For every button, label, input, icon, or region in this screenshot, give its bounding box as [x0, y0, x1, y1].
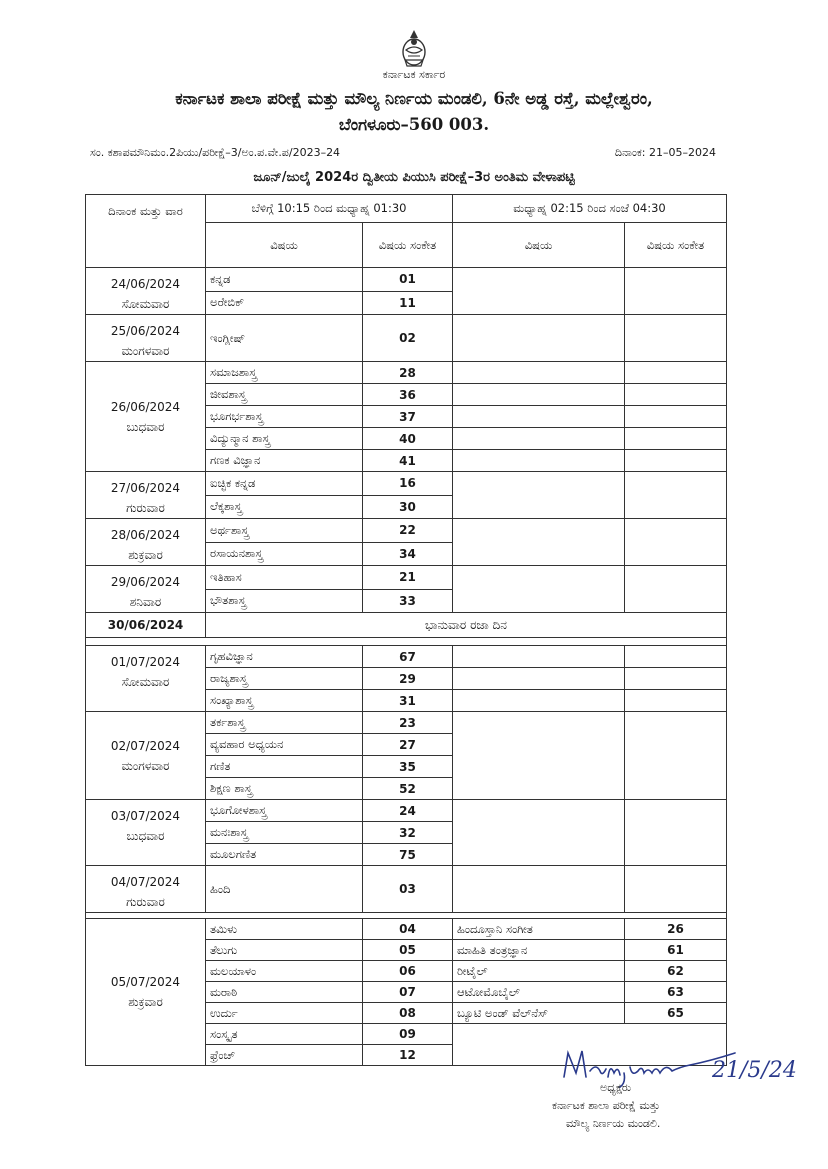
empty-cell: [625, 800, 727, 866]
empty-cell: [453, 566, 625, 613]
timetable: [85, 194, 727, 1066]
weekday-text: ಬುಧವಾರ: [126, 419, 165, 434]
empty-cell: [625, 646, 727, 668]
date-cell: [86, 866, 206, 913]
subject-cell: ಶಿಕ್ಷಣ ಶಾಸ್ತ್ರ: [206, 778, 363, 800]
subject-cell: ಹಿಂದೂಸ್ತಾನಿ ಸಂಗೀತ: [453, 919, 625, 940]
date-text: 04/07/2024: [110, 875, 181, 889]
date-cell: [86, 362, 206, 472]
header-session-afternoon: ಮಧ್ಯಾಹ್ನ 02:15 ರಿಂದ ಸಂಜೆ 04:30: [453, 195, 727, 223]
code-cell: 03: [363, 866, 453, 913]
empty-cell: [625, 384, 727, 406]
empty-cell: [453, 866, 625, 913]
table-row: [86, 712, 727, 734]
signatory-org-line1: ಕರ್ನಾಟಕ ಶಾಲಾ ಪರೀಕ್ಷೆ ಮತ್ತು: [552, 1099, 661, 1112]
subject-cell: ಐಚ್ಛಿಕ ಕನ್ನಡ: [206, 472, 363, 496]
weekday-text: ಗುರುವಾರ: [126, 501, 165, 515]
subject-cell: ಇಂಗ್ಲೀಷ್: [206, 315, 363, 362]
empty-cell: [625, 519, 727, 566]
subject-cell: ಸಂಸ್ಕೃತ: [206, 1024, 363, 1045]
subject-cell: ಅರೇಬಿಕ್: [206, 291, 363, 315]
empty-cell: [453, 646, 625, 668]
date-cell: [86, 646, 206, 712]
empty-cell: [453, 384, 625, 406]
table-row: [86, 519, 727, 543]
signature-date: 21/5/24: [712, 1058, 797, 1083]
date-cell: [86, 919, 206, 1066]
date-cell: [86, 800, 206, 866]
subject-cell: ಕನ್ನಡ: [206, 268, 363, 292]
date-cell: [86, 613, 206, 638]
code-cell: 22: [363, 519, 453, 543]
date-text: 02/07/2024: [110, 738, 181, 753]
date-cell: [86, 268, 206, 315]
code-cell: 63: [625, 982, 727, 1003]
table-row: [86, 800, 727, 822]
subject-cell: ಅರ್ಥಶಾಸ್ತ್ರ: [206, 519, 363, 543]
code-cell: 52: [363, 778, 453, 800]
code-cell: 12: [363, 1045, 453, 1066]
code-cell: 31: [363, 690, 453, 712]
page-title: ಜೂನ್/ಜುಲೈ 2024ರ ದ್ವಿತೀಯ ಪಿಯುಸಿ ಪರೀಕ್ಷೆ–3ರ ಅಂತಿಮ ವೇಳಾಪಟ್ಟಿ: [253, 170, 575, 185]
empty-cell: [625, 315, 727, 362]
table-row: [86, 472, 727, 496]
empty-cell: [453, 315, 625, 362]
empty-cell: [453, 406, 625, 428]
code-cell: 07: [363, 982, 453, 1003]
empty-cell: [625, 268, 727, 315]
code-cell: 26: [625, 919, 727, 940]
code-cell: 33: [363, 589, 453, 613]
empty-cell: [625, 712, 727, 800]
code-cell: 32: [363, 822, 453, 844]
table-row: [86, 566, 727, 590]
header-subject: ವಿಷಯ: [206, 223, 363, 268]
code-cell: 29: [363, 668, 453, 690]
date-cell: [86, 712, 206, 800]
weekday-text: ಶುಕ್ರವಾರ: [128, 995, 163, 1009]
date-cell: [86, 315, 206, 362]
date-cell: [86, 566, 206, 613]
empty-cell: [625, 472, 727, 519]
subject-cell: ಮಲಯಾಳಂ: [206, 961, 363, 982]
code-cell: 67: [363, 646, 453, 668]
code-cell: 24: [363, 800, 453, 822]
code-cell: 11: [363, 291, 453, 315]
date-text: 25/06/2024: [110, 324, 181, 338]
subject-cell: ಭೌತಶಾಸ್ತ್ರ: [206, 589, 363, 613]
table-row: [86, 646, 727, 668]
subject-cell: ಭೂಗೋಳಶಾಸ್ತ್ರ: [206, 800, 363, 822]
date-text: 30/06/2024: [107, 618, 184, 632]
empty-cell: [625, 866, 727, 913]
signatory-org-line2: ಮೌಲ್ಯ ನಿರ್ಣಯ ಮಂಡಲಿ.: [566, 1117, 661, 1130]
subject-cell: ಭೂಗರ್ಭಶಾಸ್ತ್ರ: [206, 406, 363, 428]
date-text: 26/06/2024: [110, 399, 181, 414]
weekday-text: ಮಂಗಳವಾರ: [121, 344, 170, 358]
date-cell: [86, 519, 206, 566]
code-cell: 08: [363, 1003, 453, 1024]
table-row: [86, 315, 727, 362]
empty-cell: [453, 472, 625, 519]
table-row: [86, 919, 727, 940]
date-text: 24/06/2024: [110, 277, 181, 291]
table-row: [86, 268, 727, 292]
code-cell: 36: [363, 384, 453, 406]
holiday-cell: ಭಾನುವಾರ ರಜಾ ದಿನ: [206, 613, 727, 638]
code-cell: 21: [363, 566, 453, 590]
subject-cell: ರೀಟೈಲ್: [453, 961, 625, 982]
weekday-text: ಗುರುವಾರ: [126, 895, 165, 909]
date-text: 05/07/2024: [110, 975, 181, 989]
subject-cell: ಮೂಲಗಣಿತ: [206, 844, 363, 866]
code-cell: 23: [363, 712, 453, 734]
subject-cell: ರಾಜ್ಯಶಾಸ್ತ್ರ: [206, 668, 363, 690]
subject-cell: ಜೀವಶಾಸ್ತ್ರ: [206, 384, 363, 406]
code-cell: 28: [363, 362, 453, 384]
subject-cell: ಲೆಕ್ಕಶಾಸ್ತ್ರ: [206, 495, 363, 519]
code-cell: 41: [363, 450, 453, 472]
subject-cell: ಇತಿಹಾಸ: [206, 566, 363, 590]
empty-cell: [625, 690, 727, 712]
code-cell: 16: [363, 472, 453, 496]
empty-cell: [625, 668, 727, 690]
header-session-morning: ಬೆಳಿಗ್ಗೆ 10:15 ರಿಂದ ಮಧ್ಯಾಹ್ನ 01:30: [206, 195, 453, 223]
empty-cell: [453, 800, 625, 866]
empty-cell: [453, 690, 625, 712]
board-name-line1: ಕರ್ನಾಟಕ ಶಾಲಾ ಪರೀಕ್ಷೆ ಮತ್ತು ಮೌಲ್ಯ ನಿರ್ಣಯ ಮಂಡಲಿ, 6ನೇ ಅಡ್ಡ ರಸ್ತೆ, ಮಲ್ಲೇಶ್ವರಂ,: [175, 89, 653, 108]
code-cell: 01: [363, 268, 453, 292]
empty-cell: [625, 428, 727, 450]
spacer-cell: [86, 638, 727, 646]
subject-cell: ತರ್ಕಶಾಸ್ತ್ರ: [206, 712, 363, 734]
subject-cell: ಗೃಹವಿಜ್ಞಾನ: [206, 646, 363, 668]
table-row: [86, 613, 727, 638]
code-cell: 05: [363, 940, 453, 961]
subject-cell: ಉರ್ದು: [206, 1003, 363, 1024]
empty-cell: [453, 668, 625, 690]
header-date-day: ದಿನಾಂಕ ಮತ್ತು ವಾರ: [86, 195, 206, 268]
weekday-text: ಸೋಮವಾರ: [121, 297, 170, 311]
subject-cell: ಬ್ಯೂಟಿ ಅಂಡ್ ವೆಲ್‌ನೆಸ್: [453, 1003, 625, 1024]
subject-cell: ಆಟೋಮೊಬೈಲ್: [453, 982, 625, 1003]
code-cell: 62: [625, 961, 727, 982]
weekday-text: ಬುಧವಾರ: [126, 829, 165, 843]
empty-cell: [453, 450, 625, 472]
subject-cell: ಸಂಖ್ಯಾಶಾಸ್ತ್ರ: [206, 690, 363, 712]
code-cell: 40: [363, 428, 453, 450]
reference-number: ಸಂ. ಕಶಾಪಮೌನಿಮಂ.2ಪಿಯು/ಪರೀಕ್ಷೆ–3/ಅಂ.ಪ.ವೇ.ಪ/2023–24: [90, 146, 341, 159]
subject-cell: ಮನಃಶಾಸ್ತ್ರ: [206, 822, 363, 844]
date-text: 03/07/2024: [110, 809, 181, 823]
header-code: ವಿಷಯ ಸಂಕೇತ: [625, 223, 727, 268]
signatory-title: ಅಧ್ಯಕ್ಷರು: [600, 1081, 632, 1094]
state-emblem-icon: [396, 26, 432, 70]
date-text: 29/06/2024: [110, 575, 181, 589]
code-cell: 61: [625, 940, 727, 961]
weekday-text: ಶುಕ್ರವಾರ: [128, 548, 163, 562]
weekday-text: ಮಂಗಳವಾರ: [121, 758, 170, 773]
subject-cell: ಮರಾಠಿ: [206, 982, 363, 1003]
empty-cell: [453, 362, 625, 384]
empty-cell: [453, 519, 625, 566]
subject-cell: ವಿದ್ಯುನ್ಮಾನ ಶಾಸ್ತ್ರ: [206, 428, 363, 450]
code-cell: 37: [363, 406, 453, 428]
empty-cell: [625, 566, 727, 613]
code-cell: 65: [625, 1003, 727, 1024]
spacer-row: [86, 638, 727, 646]
empty-cell: [625, 406, 727, 428]
date-text: 27/06/2024: [110, 481, 181, 495]
code-cell: 34: [363, 542, 453, 566]
empty-cell: [453, 428, 625, 450]
subject-cell: ತಮಿಳು: [206, 919, 363, 940]
header-subject: ವಿಷಯ: [453, 223, 625, 268]
subject-cell: ವ್ಯವಹಾರ ಅಧ್ಯಯನ: [206, 734, 363, 756]
code-cell: 04: [363, 919, 453, 940]
weekday-text: ಶನಿವಾರ: [129, 595, 162, 609]
subject-cell: ಸಮಾಜಶಾಸ್ತ್ರ: [206, 362, 363, 384]
code-cell: 75: [363, 844, 453, 866]
code-cell: 27: [363, 734, 453, 756]
empty-cell: [625, 362, 727, 384]
code-cell: 09: [363, 1024, 453, 1045]
subject-cell: ಗಣಕ ವಿಜ್ಞಾನ: [206, 450, 363, 472]
empty-cell: [453, 268, 625, 315]
subject-cell: ಹಿಂದಿ: [206, 866, 363, 913]
subject-cell: ಗಣಿತ: [206, 756, 363, 778]
subject-cell: ತೆಲುಗು: [206, 940, 363, 961]
code-cell: 06: [363, 961, 453, 982]
issue-date: ದಿನಾಂಕ: 21–05–2024: [614, 146, 716, 159]
header-code: ವಿಷಯ ಸಂಕೇತ: [363, 223, 453, 268]
board-name: [80, 86, 748, 138]
table-row: [86, 866, 727, 913]
subject-cell: ಮಾಹಿತಿ ತಂತ್ರಜ್ಞಾನ: [453, 940, 625, 961]
weekday-text: ಸೋಮವಾರ: [121, 675, 170, 689]
board-name-line2: ಬೆಂಗಳೂರು–560 003.: [338, 115, 490, 134]
subject-cell: ಫ್ರೆಂಚ್: [206, 1045, 363, 1066]
table-row: [86, 362, 727, 384]
code-cell: 35: [363, 756, 453, 778]
date-cell: [86, 472, 206, 519]
subject-cell: ರಸಾಯನಶಾಸ್ತ್ರ: [206, 542, 363, 566]
date-text: 28/06/2024: [110, 528, 181, 542]
code-cell: 02: [363, 315, 453, 362]
date-text: 01/07/2024: [110, 655, 181, 669]
empty-cell: [625, 450, 727, 472]
government-label: ಕರ್ನಾಟಕ ಸರ್ಕಾರ: [382, 68, 446, 81]
empty-cell: [453, 712, 625, 800]
code-cell: 30: [363, 495, 453, 519]
